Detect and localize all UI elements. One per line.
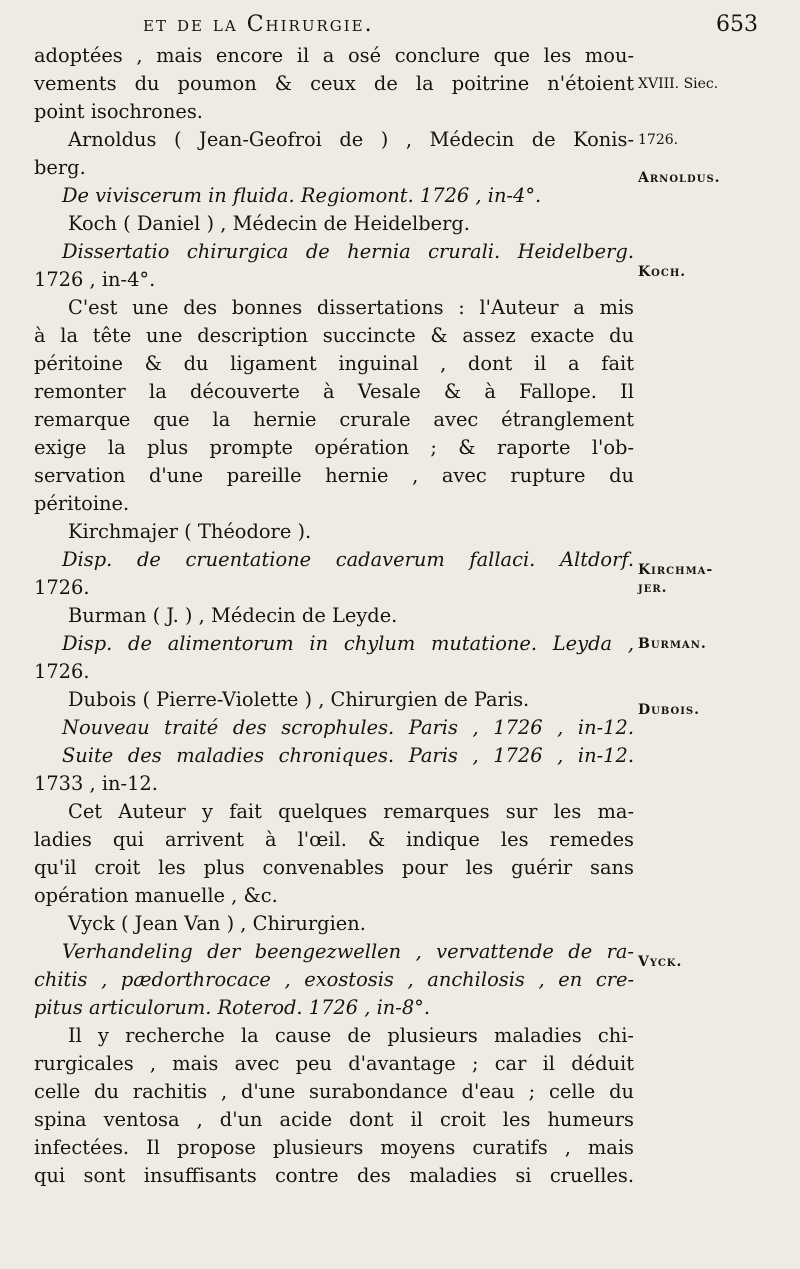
margin-note: 1726. [638, 132, 679, 148]
text-line: ladies qui arrivent à l'œil. & indique les remedes [34, 828, 634, 851]
text-line: De viviscerum in fluida. Regiomont. 1726 , in-4°. [62, 184, 542, 207]
text-line: adoptées , mais encore il a osé conclure que les mou- [34, 44, 634, 67]
margin-note: Dubois. [638, 702, 700, 718]
page-header [0, 10, 800, 40]
margin-note: XVIII. Siec. [638, 76, 719, 92]
text-line: Vyck ( Jean Van ) , Chirurgien. [68, 912, 366, 935]
text-line: pitus articulorum. Roterod. 1726 , in-8°. [34, 996, 431, 1019]
text-line: Koch ( Daniel ) , Médecin de Heidelberg. [68, 212, 470, 235]
text-line: berg. [34, 156, 86, 179]
text-line: celle du rachitis , d'une surabondance d'eau ; celle du [34, 1080, 634, 1103]
margin-note: Burman. [638, 636, 707, 652]
text-line: infectées. Il propose plusieurs moyens curatifs , mais [34, 1136, 634, 1159]
text-line: Suite des maladies chroniques. Paris , 1726 , in-12. [62, 744, 634, 767]
margin-note: Kirchma- [638, 562, 714, 578]
text-line: 1726 , in-4°. [34, 268, 156, 291]
text-line: Nouveau traité des scrophules. Paris , 1726 , in-12. [62, 716, 634, 739]
text-line: Disp. de alimentorum in chylum mutatione. Leyda , [62, 632, 634, 655]
text-line: à la tête une description succincte & assez exacte du [34, 324, 634, 347]
text-line: péritoine. [34, 492, 130, 515]
text-line: point isochrones. [34, 100, 203, 123]
text-line: péritoine & du ligament inguinal , dont il a fait [34, 352, 634, 375]
text-line: spina ventosa , d'un acide dont il croit les humeurs [34, 1108, 634, 1131]
text-line: remonter la découverte à Vesale & à Fallope. Il [34, 380, 634, 403]
text-line: servation d'une pareille hernie , avec rupture du [34, 464, 634, 487]
text-line: Cet Auteur y fait quelques remarques sur les ma- [68, 800, 634, 823]
margin-note: Arnoldus. [638, 170, 721, 186]
text-line: Disp. de cruentatione cadaverum fallaci. Altdorf. [62, 548, 634, 571]
text-line: 1726. [34, 660, 90, 683]
text-line: Il y recherche la cause de plusieurs maladies chi- [68, 1024, 634, 1047]
running-title: et de la Chirurgie. [143, 12, 374, 37]
text-line: Burman ( J. ) , Médecin de Leyde. [68, 604, 398, 627]
page-number: 653 [716, 12, 758, 37]
text-line: Kirchmajer ( Théodore ). [68, 520, 312, 543]
text-line: Arnoldus ( Jean-Geofroi de ) , Médecin de Konis- [68, 128, 634, 151]
text-line: exige la plus prompte opération ; & raporte l'ob- [34, 436, 634, 459]
text-line: qui sont insuffisants contre des maladies si cruelles. [34, 1164, 634, 1187]
text-line: 1733 , in-12. [34, 772, 158, 795]
margin-note: Vyck. [638, 954, 683, 970]
text-line: qu'il croit les plus convenables pour les guérir sans [34, 856, 634, 879]
text-line: rurgicales , mais avec peu d'avantage ; car il déduit [34, 1052, 634, 1075]
margin-note: jer. [638, 580, 668, 596]
text-line: chitis , pædorthrocace , exostosis , anchilosis , en cre- [34, 968, 634, 991]
text-line: Verhandeling der beengezwellen , vervattende de ra- [62, 940, 634, 963]
main-text-column [34, 42, 634, 1190]
text-line: remarque que la hernie crurale avec étranglement [34, 408, 634, 431]
text-line: opération manuelle , &c. [34, 884, 278, 907]
text-line: 1726. [34, 576, 90, 599]
text-line: vements du poumon & ceux de la poitrine n'étoient [34, 72, 634, 95]
text-line: Dubois ( Pierre-Violette ) , Chirurgien de Paris. [68, 688, 530, 711]
text-line: C'est une des bonnes dissertations : l'Auteur a mis [68, 296, 634, 319]
margin-note: Koch. [638, 264, 687, 280]
text-line: Dissertatio chirurgica de hernia crurali. Heidelberg. [62, 240, 634, 263]
